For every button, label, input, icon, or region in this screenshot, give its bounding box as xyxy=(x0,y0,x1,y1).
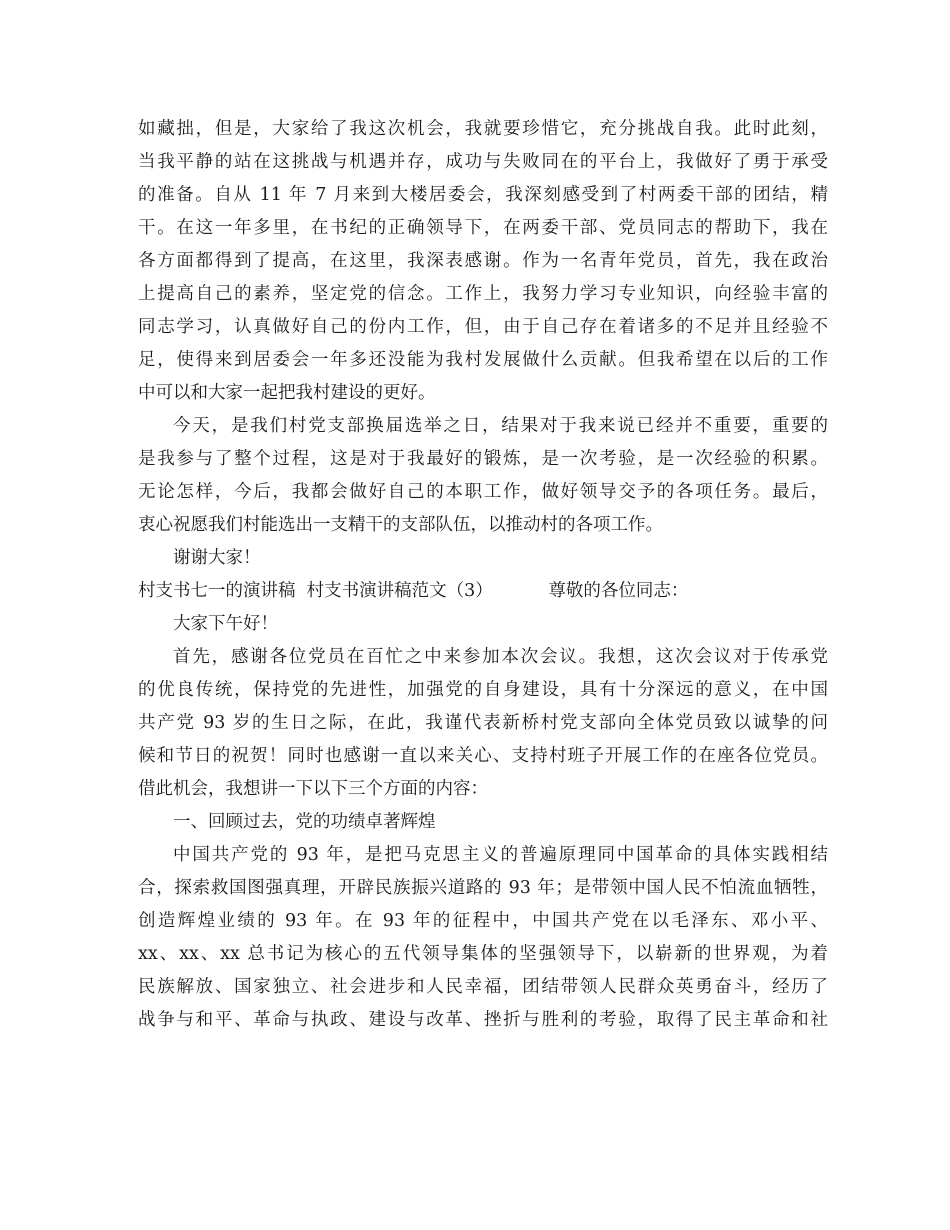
paragraph-1-line-8: 足，使得来到居委会一年多还没能为我村发展做什么贡献。但我希望在以后的工作 xyxy=(138,350,828,370)
paragraph-3-line-4: 候和节日的祝贺！同时也感谢一直以来关心、支持村班子开展工作的在座各位党员。 xyxy=(138,746,828,766)
paragraph-3-line-5: 借此机会，我想讲一下以下三个方面的内容： xyxy=(138,779,488,799)
section-title-line: 村支书七一的演讲稿 村支书演讲稿范文（3） 尊敬的各位同志： xyxy=(138,581,689,601)
greeting-line: 大家下午好！ xyxy=(173,614,278,634)
paragraph-4-line-3: 创造辉煌业绩的 93 年。在 93 年的征程中，中国共产党在以毛泽东、邓小平、 xyxy=(138,911,828,931)
paragraph-1-line-6: 上提高自己的素养，坚定党的信念。工作上，我努力学习专业知识，向经验丰富的 xyxy=(138,284,828,304)
paragraph-4-line-6: 战争与和平、革命与执政、建设与改革、挫折与胜利的考验，取得了民主革命和社 xyxy=(138,1010,828,1030)
thanks-line: 谢谢大家！ xyxy=(173,548,261,568)
paragraph-2-line-3: 无论怎样，今后，我都会做好自己的本职工作，做好领导交予的各项任务。最后， xyxy=(138,482,828,502)
paragraph-1-line-2: 当我平静的站在这挑战与机遇并存，成功与失败同在的平台上，我做好了勇于承受 xyxy=(138,152,828,172)
paragraph-1-line-9: 中可以和大家一起把我村建设的更好。 xyxy=(138,383,436,403)
section-heading: 一、回顾过去，党的功绩卓著辉煌 xyxy=(173,812,436,832)
paragraph-4-line-4: xx、xx、xx 总书记为核心的五代领导集体的坚强领导下，以崭新的世界观，为着 xyxy=(138,944,828,964)
paragraph-4-line-5: 民族解放、国家独立、社会进步和人民幸福，团结带领人民群众英勇奋斗，经历了 xyxy=(138,977,828,997)
paragraph-2-line-4: 衷心祝愿我们村能选出一支精干的支部队伍，以推动村的各项工作。 xyxy=(138,515,663,535)
paragraph-2-line-2: 是我参与了整个过程，这是对于我最好的锻炼，是一次考验，是一次经验的积累。 xyxy=(138,449,828,469)
paragraph-1-line-4: 干。在这一年多里，在书纪的正确领导下，在两委干部、党员同志的帮助下，我在 xyxy=(138,218,828,238)
paragraph-3-line-2: 的优良传统，保持党的先进性，加强党的自身建设，具有十分深远的意义，在中国 xyxy=(138,680,828,700)
paragraph-1-line-3: 的准备。自从 11 年 7 月来到大楼居委会，我深刻感受到了村两委干部的团结，精 xyxy=(138,185,828,205)
paragraph-2-line-1: 今天，是我们村党支部换届选举之日，结果对于我来说已经并不重要，重要的 xyxy=(173,416,828,436)
paragraph-3-line-1: 首先，感谢各位党员在百忙之中来参加本次会议。我想，这次会议对于传承党 xyxy=(173,647,828,667)
paragraph-4-line-1: 中国共产党的 93 年，是把马克思主义的普遍原理同中国革命的具体实践相结 xyxy=(173,845,828,865)
paragraph-1-line-5: 各方面都得到了提高，在这里，我深表感谢。作为一名青年党员，首先，我在政治 xyxy=(138,251,828,271)
paragraph-1-line-7: 同志学习，认真做好自己的份内工作，但，由于自己存在着诸多的不足并且经验不 xyxy=(138,317,828,337)
paragraph-4-line-2: 合，探索救国图强真理，开辟民族振兴道路的 93 年；是带领中国人民不怕流血牺牲， xyxy=(138,878,828,898)
paragraph-3-line-3: 共产党 93 岁的生日之际，在此，我谨代表新桥村党支部向全体党员致以诚挚的问 xyxy=(138,713,828,733)
paragraph-1-line-1: 如藏拙，但是，大家给了我这次机会，我就要珍惜它，充分挑战自我。此时此刻， xyxy=(138,119,828,139)
